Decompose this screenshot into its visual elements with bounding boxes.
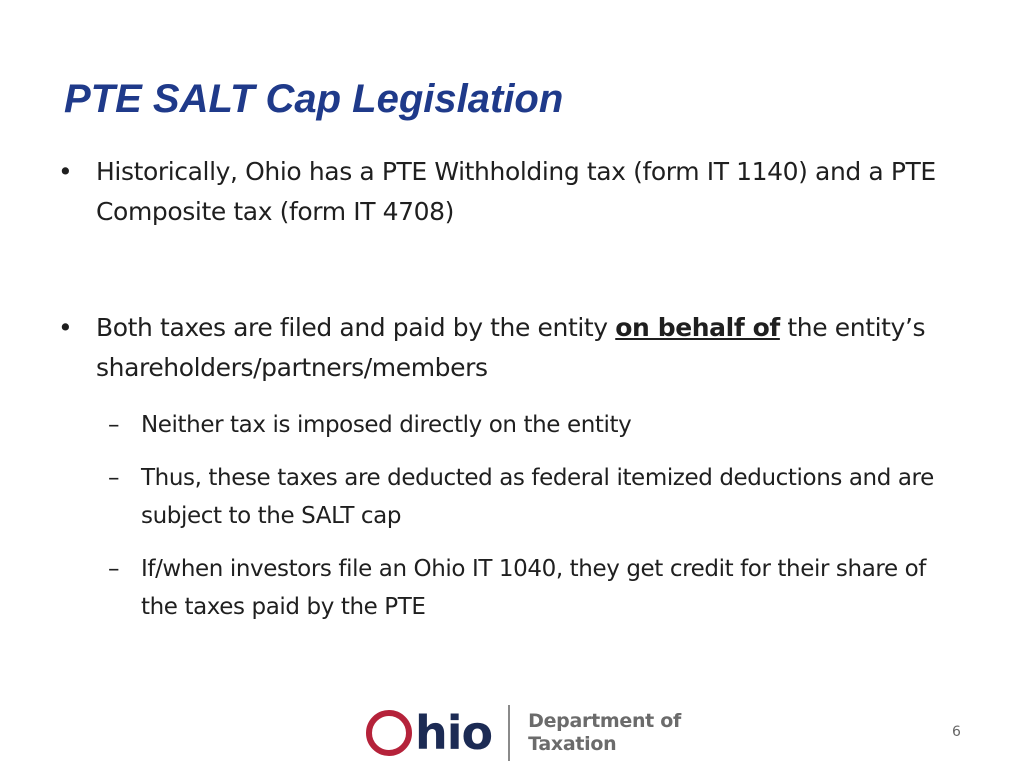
sub-bullet-text: If/when investors file an Ohio IT 1040, they get credit for their share of the taxes paid by the PTE bbox=[141, 556, 926, 620]
sub-bullet-text: Thus, these taxes are deducted as federal itemized deductions and are subject to the SALT cap bbox=[141, 465, 934, 529]
ohio-taxation-logo bbox=[366, 704, 681, 762]
slide-title: PTE SALT Cap Legislation bbox=[64, 77, 564, 121]
bullet-text: Historically, Ohio has a PTE Withholding tax (form IT 1140) and a PTE Composite tax (form IT 4708) bbox=[96, 157, 936, 226]
bullet-item bbox=[58, 308, 958, 388]
bullet-text-after: the entity’s shareholders/partners/members bbox=[96, 313, 926, 382]
department-line-1: Department of bbox=[528, 710, 681, 732]
bullet-marker: • bbox=[58, 157, 73, 186]
sub-bullet-item bbox=[58, 459, 958, 535]
slide-content bbox=[58, 152, 958, 626]
department-name bbox=[528, 710, 681, 756]
logo-divider bbox=[508, 705, 510, 761]
sub-bullet-item bbox=[58, 406, 958, 444]
ohio-o-ring bbox=[366, 710, 412, 756]
ohio-wordmark bbox=[366, 708, 492, 758]
bullet-text-before: Both taxes are filed and paid by the entity bbox=[96, 313, 616, 342]
ohio-o-letter bbox=[372, 716, 373, 717]
department-line-2: Taxation bbox=[528, 733, 617, 755]
sub-bullet-marker: – bbox=[108, 412, 120, 438]
page-number: 6 bbox=[952, 724, 961, 740]
ohio-wordmark-rest: hio bbox=[415, 706, 493, 760]
bullet-item bbox=[58, 152, 958, 232]
sub-bullet-item bbox=[58, 550, 958, 626]
sub-bullet-marker: – bbox=[108, 465, 120, 491]
sub-bullet-text: Neither tax is imposed directly on the entity bbox=[141, 412, 632, 438]
bullet-marker: • bbox=[58, 313, 73, 342]
sub-bullet-marker: – bbox=[108, 556, 120, 582]
bullet-emphasis: on behalf of bbox=[615, 313, 780, 342]
